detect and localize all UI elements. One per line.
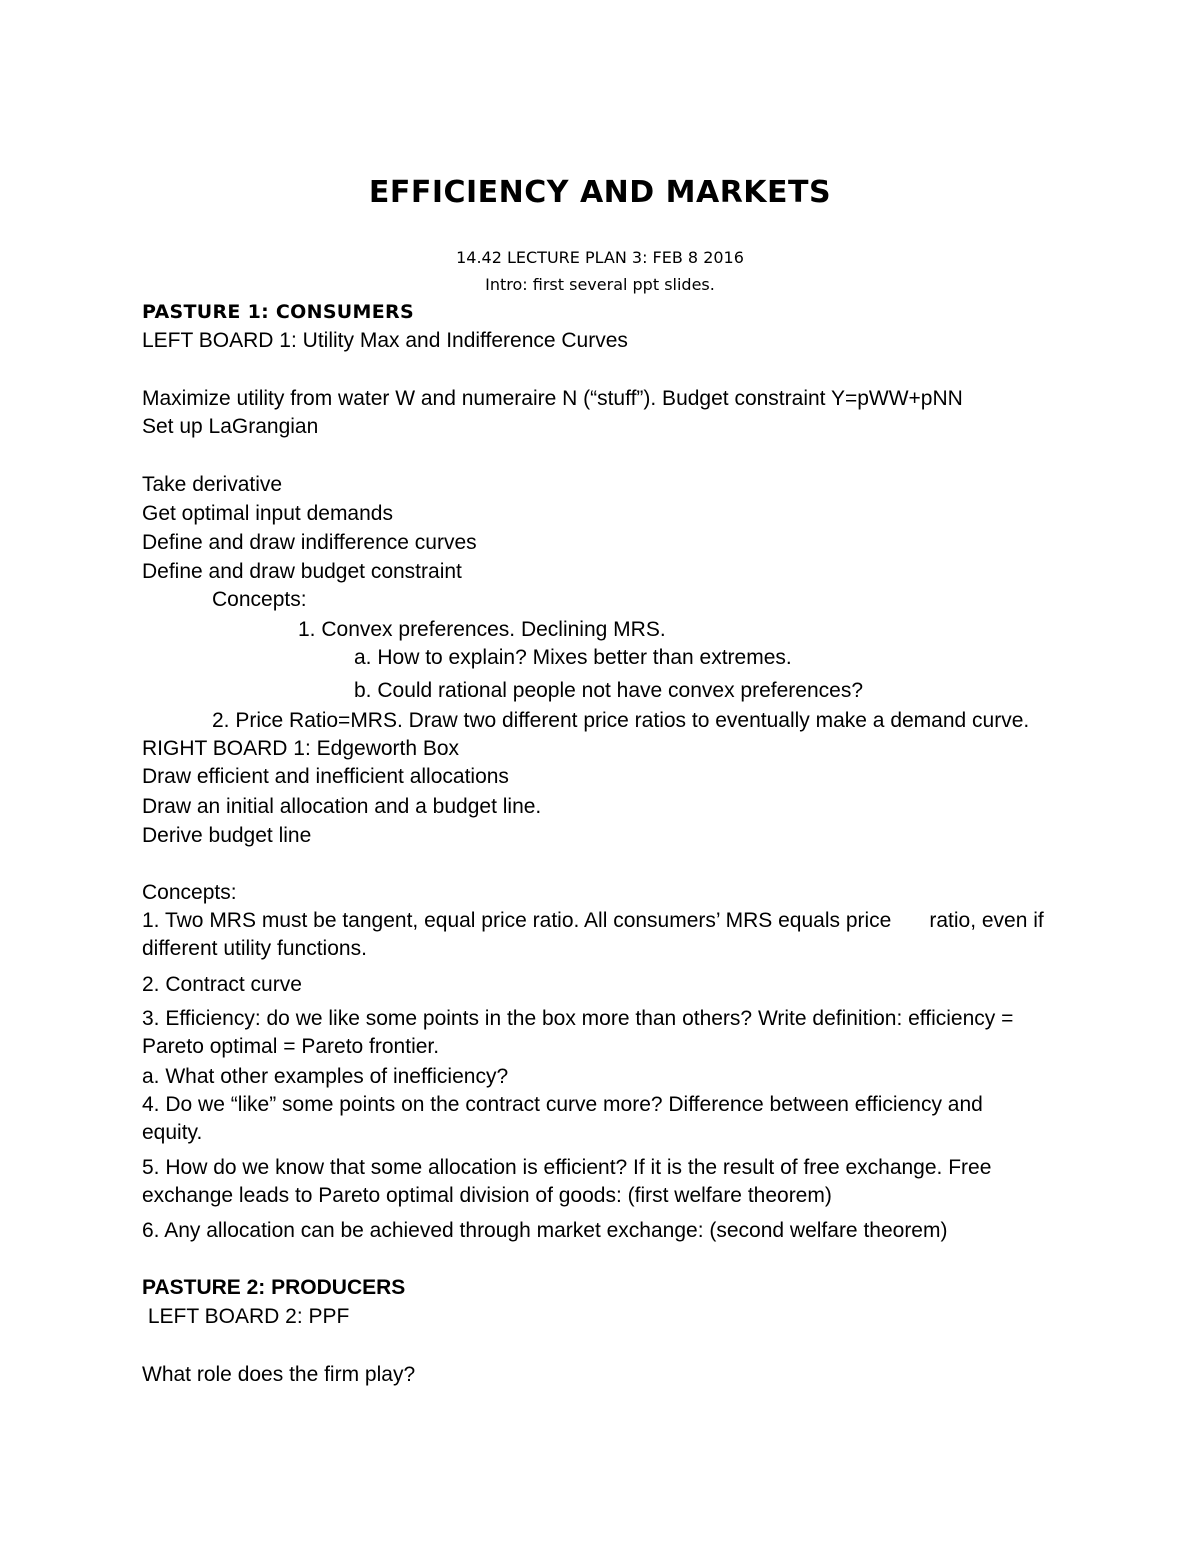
text-line: Maximize utility from water W and numeraire N (“stuff”). Budget constraint Y=pWW+pNN	[142, 387, 963, 410]
text-line: Define and draw budget constraint	[142, 560, 462, 583]
text-line: Draw an initial allocation and a budget line.	[142, 795, 542, 818]
numbered-item: 4. Do we “like” some points on the contract curve more? Difference between efficiency and	[142, 1093, 983, 1116]
numbered-item: 6. Any allocation can be achieved through market exchange: (second welfare theorem)	[142, 1219, 948, 1242]
text-line: Define and draw indifference curves	[142, 531, 477, 554]
item-text: 1. Two MRS must be tangent, equal price ratio. All consumers’ MRS equals price	[142, 909, 892, 932]
text-line: Draw efficient and inefficient allocations	[142, 765, 509, 788]
numbered-item-cont: Pareto optimal = Pareto frontier.	[142, 1035, 440, 1058]
pasture-1-heading: PASTURE 1: CONSUMERS	[142, 301, 414, 323]
right-board-1: RIGHT BOARD 1: Edgeworth Box	[142, 737, 460, 760]
concepts-label: Concepts:	[142, 881, 237, 904]
document-subtitle: 14.42 LECTURE PLAN 3: FEB 8 2016	[456, 248, 744, 267]
document-title: EFFICIENCY AND MARKETS	[368, 175, 832, 210]
numbered-item-cont: equity.	[142, 1121, 203, 1144]
text-line: Derive budget line	[142, 824, 312, 847]
concept-subitem: a. How to explain? Mixes better than extremes.	[354, 646, 792, 669]
question-line: What role does the firm play?	[142, 1363, 416, 1386]
numbered-item-cont: exchange leads to Pareto optimal division of goods: (first welfare theorem)	[142, 1184, 832, 1207]
item-text: ratio, even if	[929, 909, 1044, 932]
concepts-label: Concepts:	[212, 588, 307, 611]
numbered-item: 2. Contract curve	[142, 973, 302, 996]
intro-line: Intro: first several ppt slides.	[485, 275, 715, 294]
pasture-2-heading: PASTURE 2: PRODUCERS	[142, 1276, 406, 1299]
numbered-item: 3. Efficiency: do we like some points in the box more than others? Write definition: efficiency =	[142, 1007, 1014, 1030]
numbered-item	[142, 909, 1044, 933]
numbered-item: 5. How do we know that some allocation is efficient? If it is the result of free exchange. Free	[142, 1156, 992, 1179]
lettered-item: a. What other examples of inefficiency?	[142, 1065, 509, 1088]
left-board-2: LEFT BOARD 2: PPF	[142, 1305, 350, 1328]
text-line: Set up LaGrangian	[142, 415, 319, 438]
concept-item: 2. Price Ratio=MRS. Draw two different price ratios to eventually make a demand curve.	[212, 709, 1030, 732]
left-board-1: LEFT BOARD 1: Utility Max and Indifference Curves	[142, 329, 628, 352]
concept-subitem: b. Could rational people not have convex preferences?	[354, 679, 864, 702]
concept-item: 1. Convex preferences. Declining MRS.	[298, 618, 666, 641]
numbered-item-cont: different utility functions.	[142, 937, 367, 960]
text-line: Take derivative	[142, 473, 283, 496]
text-line: Get optimal input demands	[142, 502, 393, 525]
